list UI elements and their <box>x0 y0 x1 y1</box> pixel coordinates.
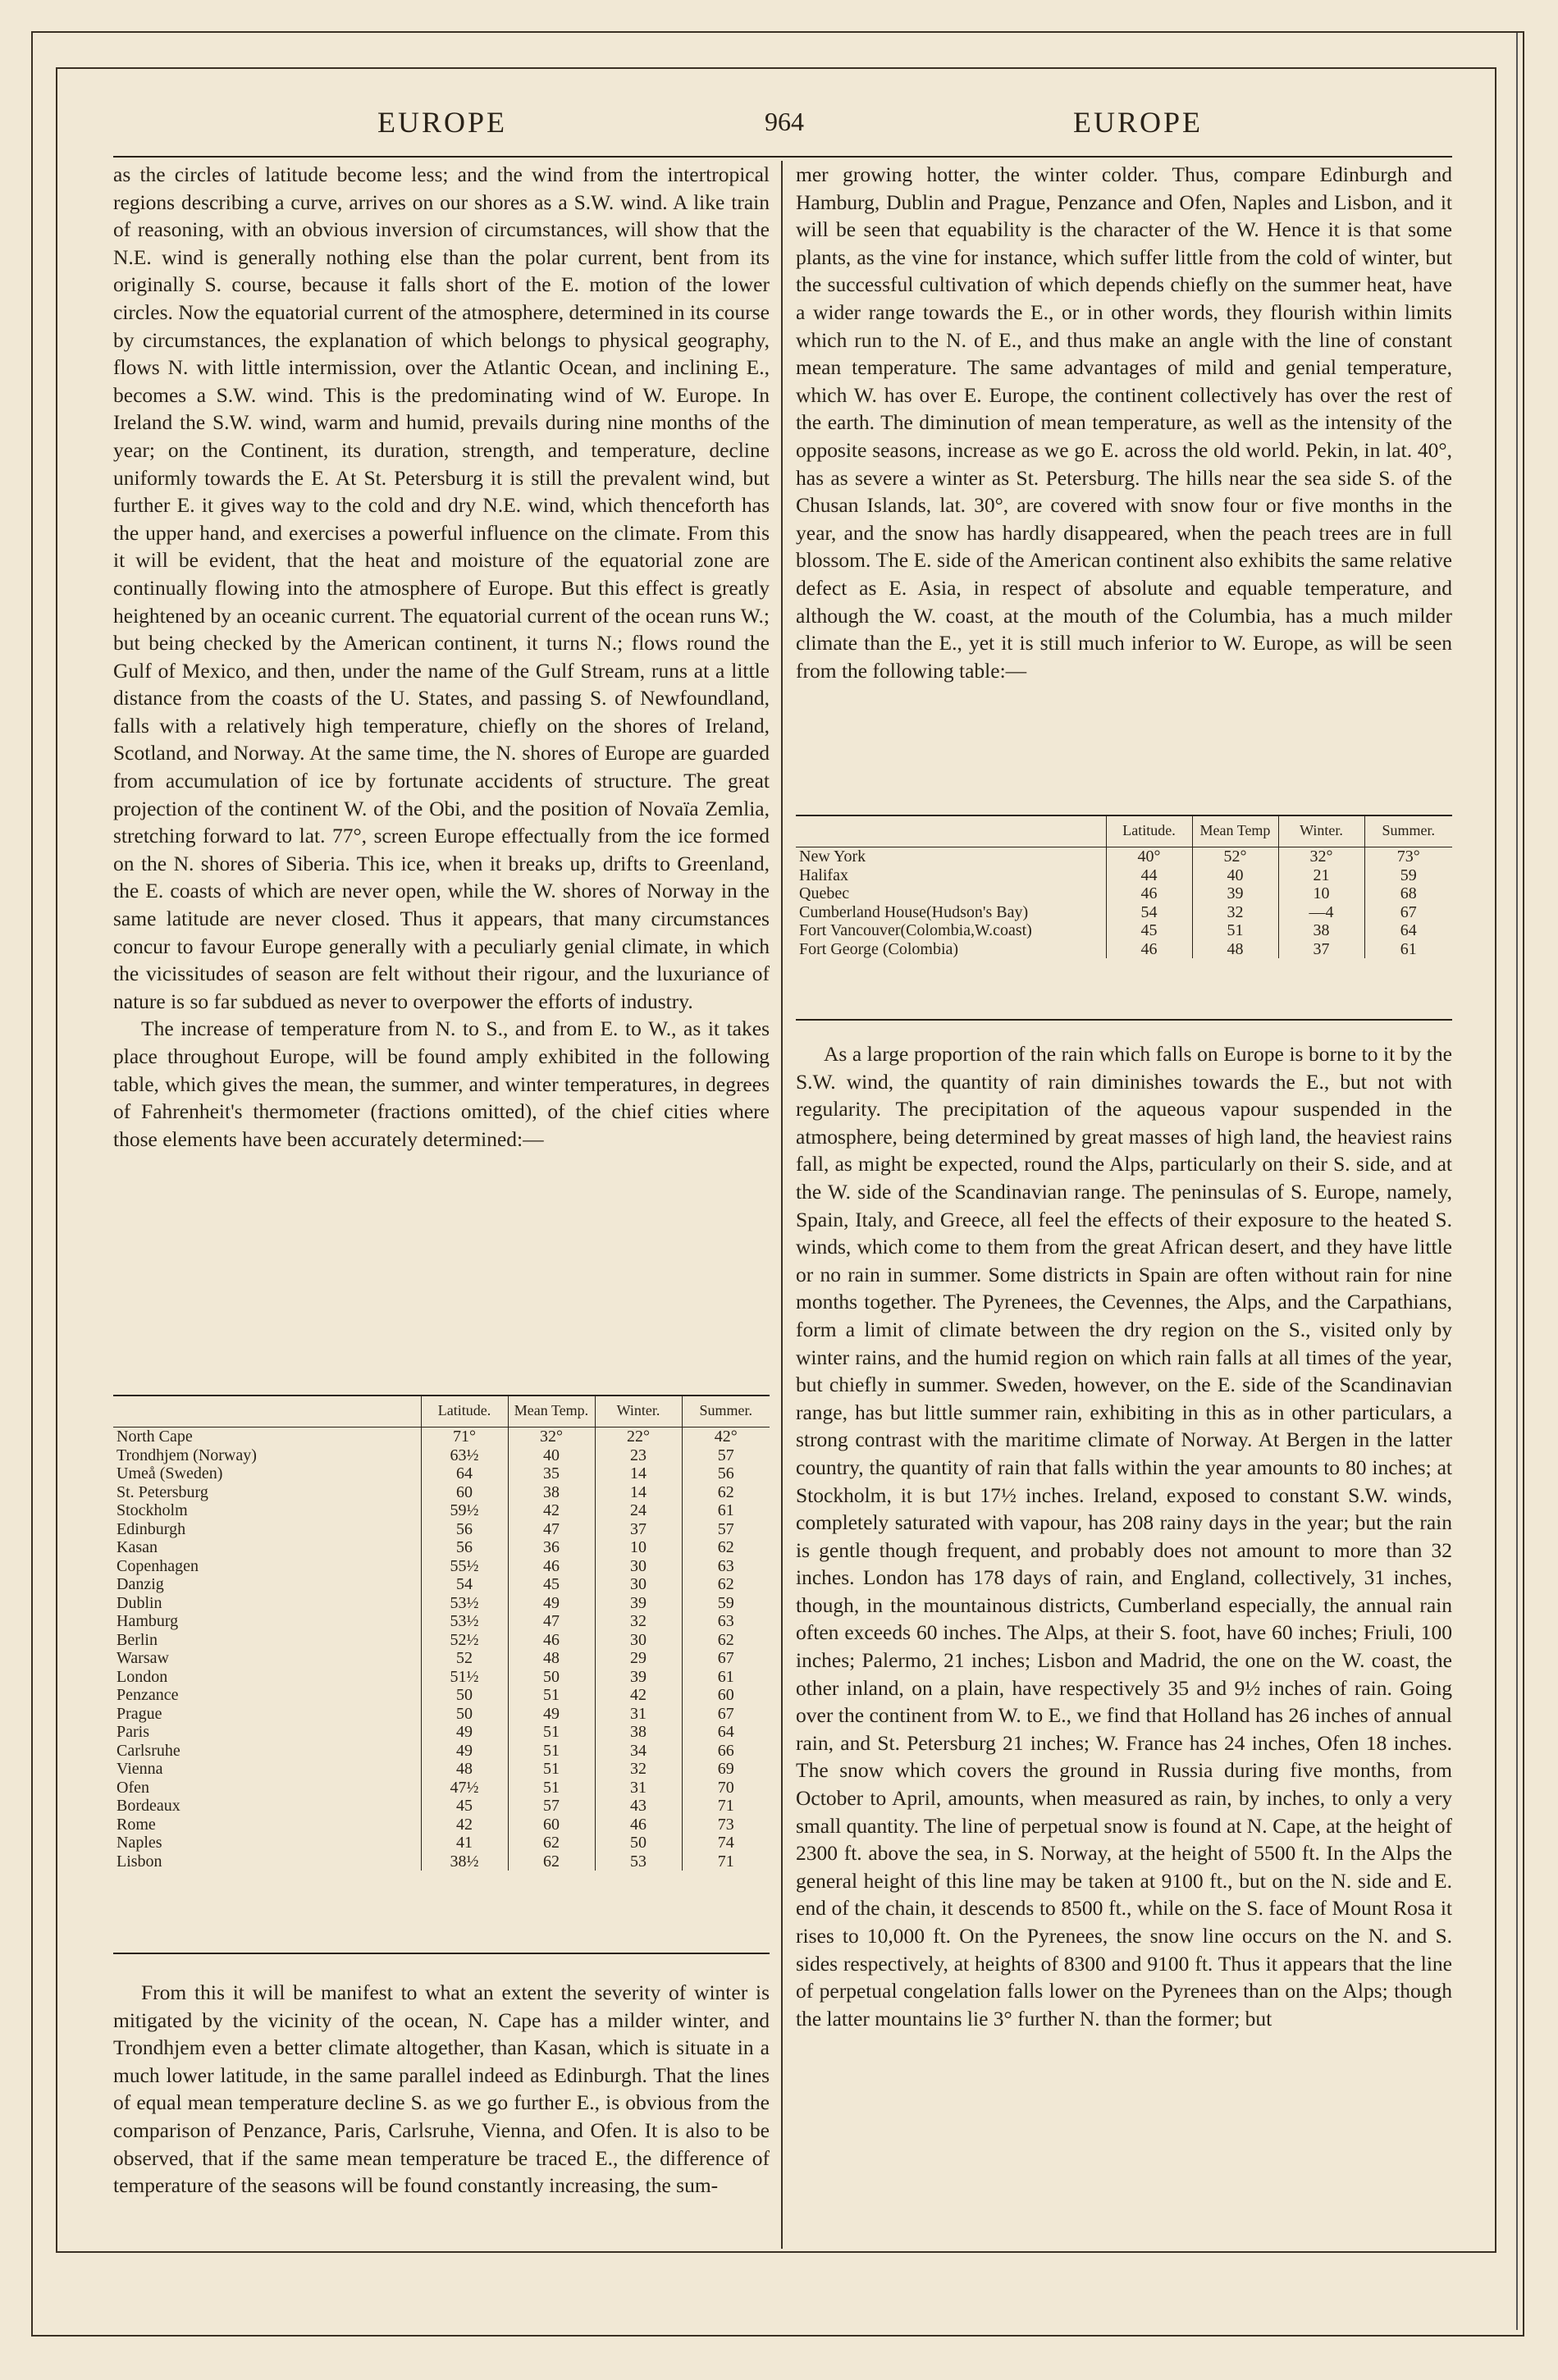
table-row <box>796 903 1452 922</box>
value-cell: 61 <box>682 1668 770 1687</box>
value-cell: 61 <box>1364 940 1452 959</box>
table-row <box>113 1668 770 1687</box>
value-cell: 22° <box>595 1428 682 1446</box>
value-cell: 52½ <box>421 1631 508 1650</box>
value-cell: 29 <box>595 1649 682 1668</box>
value-cell: 51 <box>508 1779 595 1798</box>
value-cell: 46 <box>1106 940 1192 959</box>
city-column-header <box>113 1395 421 1428</box>
city-name-cell: Vienna <box>117 1760 163 1778</box>
column-header: Mean Temp. <box>508 1395 595 1428</box>
header-left-title: EUROPE <box>377 106 508 139</box>
value-cell: 39 <box>1192 884 1278 903</box>
value-cell: 40° <box>1106 847 1192 866</box>
table-row <box>796 866 1452 885</box>
city-name-cell: Berlin <box>117 1630 158 1649</box>
value-cell: 42 <box>595 1686 682 1705</box>
value-cell: 54 <box>421 1575 508 1594</box>
table-row <box>113 1686 770 1705</box>
value-cell: 10 <box>1278 884 1364 903</box>
value-cell: 23 <box>595 1446 682 1465</box>
table-row <box>113 1779 770 1798</box>
value-cell: 32 <box>595 1612 682 1631</box>
value-cell: 32 <box>1192 903 1278 922</box>
value-cell: 62 <box>508 1834 595 1852</box>
city-name-cell: Halifax <box>799 866 848 884</box>
city-name-cell: Edinburgh <box>117 1519 186 1538</box>
table-row <box>113 1797 770 1816</box>
value-cell: 53½ <box>421 1594 508 1613</box>
paragraph: The increase of temperature from N. to S., and from E. to W., as it takes place throughout Europe, will be found amply exhibited in the following table, which gives the mean, the summer, and winter temperatures, in degrees of Fahrenheit's thermometer (fractions omitted), of the chief cities where those elements have been accurately determined:— <box>113 1016 770 1151</box>
left-column-continued <box>113 1979 770 2200</box>
city-name-cell: Kasan <box>117 1538 158 1556</box>
value-cell: 37 <box>1278 940 1364 959</box>
right-column-continued <box>796 1040 1452 2032</box>
value-cell: 59 <box>1364 866 1452 885</box>
binding-edge-line <box>1516 33 1518 2330</box>
value-cell: 38 <box>1278 921 1364 940</box>
value-cell: 30 <box>595 1575 682 1594</box>
value-cell: 40 <box>508 1446 595 1465</box>
table-row <box>113 1612 770 1631</box>
value-cell: 14 <box>595 1464 682 1483</box>
table-row <box>113 1575 770 1594</box>
value-cell: 63 <box>682 1612 770 1631</box>
value-cell: 57 <box>508 1797 595 1816</box>
table-row <box>113 1723 770 1742</box>
value-cell: 45 <box>508 1575 595 1594</box>
city-name-cell: Ofen <box>117 1778 149 1797</box>
value-cell: 44 <box>1106 866 1192 885</box>
europe-table-body <box>113 1428 770 1871</box>
table-row <box>796 921 1452 940</box>
value-cell: 73° <box>1364 847 1452 866</box>
paragraph: As a large proportion of the rain which falls on Europe is borne to it by the S.W. wind, the quantity of rain diminishes towards the E., but not with regularity. The precipitation of the aqueous vapour suspended in the atmosphere, being determined by great masses of high land, the heaviest rains fall, as might be expected, round the Alps, particularly on their S. side, and at the W. side of the Scandinavian range. The peninsulas of S. Europe, namely, Spain, Italy, and Greece, all feel the effects of their exposure to the heated S. winds, which come to them from the great African desert, and they have little or no rain in summer. Some districts in Spain are often without rain for nine months together. The Pyrenees, the Cevennes, the Alps, and the Carpathians, form a limit of climate between the dry region on the S., visited only by winter rains, and the humid region on which rain falls at all times of the year, but chiefly in summer. Sweden, however, on the E. side of the Scandinavian range, has but little summer rain, exhibiting in this as in other particulars, a strong contrast with the maritime climate of Norway. At Bergen in the latter country, the quantity of rain that falls within the year amounts to 80 inches; at Stockholm, it is but 17½ inches. Ireland, exposed to constant S.W. winds, completely saturated with vapour, has 208 rainy days in the year; but the rain is gentle though frequent, and probably does not amount to more than 32 inches. London has 178 days of rain, and England, collectively, 31 inches, though, in the mountainous districts, Cumberland especially, the annual rain often exceeds 60 inches. The Alps, at their S. foot, have 60 inches; Friuli, 100 inches; Palermo, 21 inches; Lisbon and Madrid, the one on the W. coast, the other inland, on a plain, have respectively 35 and 9½ inches of rain. Going over the continent from W. to E., we find that Holland has 26 inches of annual rain, and St. Petersburg 21 inches; W. France has 24 inches, Ofen 18 inches. The snow which covers the ground in Russia during five months, from October to April, amounts, when measured as rain, by inches, to only a very small quantity. The line of perpetual snow is found at N. Cape, at the height of 2300 ft. above the sea, in S. Norway, at the height of 5500 ft. In the Alps the general height of this line may be taken at 9100 ft., but on the N. side and E. end of the chain, it descends to 8500 ft., while on the S. face of Mount Rosa it rises to 10,000 ft. On the Pyrenees, the snow line occurs on the N. and S. sides respectively, at heights of 8300 and 9100 ft. Thus it appears that the line of perpetual congelation falls lower on the Pyrenees than on the Alps; though the latter mountains lie 3° further N. than the former; but <box>796 1042 1452 2031</box>
value-cell: 56 <box>682 1464 770 1483</box>
table-row <box>796 940 1452 959</box>
value-cell: 49 <box>421 1723 508 1742</box>
value-cell: 41 <box>421 1834 508 1852</box>
value-cell: 67 <box>1364 903 1452 922</box>
value-cell: 57 <box>682 1520 770 1539</box>
column-header: Latitude. <box>1106 815 1192 847</box>
value-cell: 56 <box>421 1538 508 1557</box>
right-column <box>796 161 1452 684</box>
running-header <box>74 105 1485 154</box>
value-cell: 43 <box>595 1797 682 1816</box>
table-bottom-rule <box>113 1953 770 1954</box>
value-cell: 55½ <box>421 1557 508 1576</box>
city-column-header <box>796 815 1106 847</box>
table-row <box>113 1742 770 1761</box>
value-cell: 36 <box>508 1538 595 1557</box>
value-cell: 31 <box>595 1705 682 1724</box>
value-cell: 24 <box>595 1501 682 1520</box>
value-cell: 66 <box>682 1742 770 1761</box>
city-name-cell: Quebec <box>799 884 850 902</box>
value-cell: 51 <box>508 1742 595 1761</box>
value-cell: 53 <box>595 1852 682 1871</box>
value-cell: 62 <box>682 1631 770 1650</box>
value-cell: 49 <box>508 1705 595 1724</box>
table-row <box>113 1852 770 1871</box>
table-row <box>113 1428 770 1446</box>
value-cell: 30 <box>595 1631 682 1650</box>
city-name-cell: Warsaw <box>117 1649 169 1667</box>
city-name-cell: Carlsruhe <box>117 1741 180 1760</box>
value-cell: 51 <box>508 1723 595 1742</box>
table-row <box>113 1557 770 1576</box>
value-cell: 56 <box>421 1520 508 1539</box>
city-name-cell: Lisbon <box>117 1852 162 1871</box>
table-row <box>113 1834 770 1852</box>
value-cell: 62 <box>682 1538 770 1557</box>
city-name-cell: Cumberland House(Hudson's Bay) <box>799 902 1029 921</box>
value-cell: 70 <box>682 1779 770 1798</box>
value-cell: —4 <box>1278 903 1364 922</box>
column-header: Summer. <box>1364 815 1452 847</box>
value-cell: 62 <box>508 1852 595 1871</box>
value-cell: 34 <box>595 1742 682 1761</box>
city-name-cell: Trondhjem (Norway) <box>117 1446 257 1464</box>
table-row <box>113 1520 770 1539</box>
table-row <box>113 1760 770 1779</box>
value-cell: 32° <box>508 1428 595 1446</box>
value-cell: 64 <box>1364 921 1452 940</box>
value-cell: 48 <box>1192 940 1278 959</box>
value-cell: 42 <box>421 1816 508 1834</box>
value-cell: 54 <box>1106 903 1192 922</box>
value-cell: 62 <box>682 1483 770 1502</box>
europe-temperature-table <box>113 1395 770 1871</box>
city-name-cell: Paris <box>117 1723 149 1741</box>
value-cell: 35 <box>508 1464 595 1483</box>
value-cell: 64 <box>682 1723 770 1742</box>
value-cell: 51 <box>508 1686 595 1705</box>
value-cell: 49 <box>421 1742 508 1761</box>
table-row <box>113 1464 770 1483</box>
city-name-cell: Hamburg <box>117 1612 179 1630</box>
value-cell: 46 <box>508 1557 595 1576</box>
value-cell: 47½ <box>421 1779 508 1798</box>
value-cell: 50 <box>595 1834 682 1852</box>
value-cell: 74 <box>682 1834 770 1852</box>
city-name-cell: New York <box>799 847 866 866</box>
header-rule <box>113 156 1452 158</box>
value-cell: 67 <box>682 1649 770 1668</box>
value-cell: 51 <box>1192 921 1278 940</box>
table-row <box>113 1483 770 1502</box>
value-cell: 38 <box>508 1483 595 1502</box>
value-cell: 60 <box>508 1816 595 1834</box>
value-cell: 48 <box>421 1760 508 1779</box>
city-name-cell: Danzig <box>117 1575 164 1593</box>
column-header: Summer. <box>682 1395 770 1428</box>
value-cell: 59½ <box>421 1501 508 1520</box>
value-cell: 69 <box>682 1760 770 1779</box>
value-cell: 38 <box>595 1723 682 1742</box>
city-name-cell: North Cape <box>117 1428 193 1446</box>
table-row <box>113 1816 770 1834</box>
header-right-title: EUROPE <box>1073 106 1204 139</box>
value-cell: 73 <box>682 1816 770 1834</box>
city-name-cell: Rome <box>117 1815 156 1834</box>
paragraph: mer growing hotter, the winter colder. Thus, compare Edinburgh and Hamburg, Dublin and Prague, Penzance and Ofen, Naples and Lisbon, and it will be seen that equability is the character of the W. Hence it is that some plants, as the vine for instance, which suffer little from the cold of winter, but the successful cultivation of which depends chiefly on the summer heat, have a wider range towards the E., or in other words, they flourish within limits which run to the N. of E., and thus make an angle with the line of constant mean temperature. The same advantages of mild and genial temperature, which W. has over E. Europe, the continent collectively has over the rest of the earth. The diminution of mean temperature, as well as the intensity of the opposite seasons, increase as we go E. across the old world. Pekin, in lat. 40°, has as severe a winter as St. Petersburg. The hills near the sea side S. of the Chusan Islands, lat. 30°, are covered with snow four or five months in the year, and the snow has hardly disappeared, when the peach trees are in full blossom. The E. side of the American continent also exhibits the same relative defect as E. Asia, in respect of absolute and equable temperature, and although the W. coast, at the mouth of the Columbia, has a much milder climate than the E., yet it is still much inferior to W. Europe, as will be seen from the following table:— <box>796 162 1452 683</box>
value-cell: 32° <box>1278 847 1364 866</box>
america-temperature-table <box>796 815 1452 958</box>
value-cell: 10 <box>595 1538 682 1557</box>
column-divider <box>781 161 783 2249</box>
column-header: Winter. <box>595 1395 682 1428</box>
city-name-cell: St. Petersburg <box>117 1482 208 1501</box>
value-cell: 64 <box>421 1464 508 1483</box>
table-row <box>113 1649 770 1668</box>
value-cell: 38½ <box>421 1852 508 1871</box>
paragraph: as the circles of latitude become less; and the wind from the intertropical regions describing a curve, arrives on our shores as a S.W. wind. A like train of reasoning, with an obvious inversion of circumstances, will show that the N.E. wind is generally nothing else than the polar current, bent from its originally S. course, because it falls short of the E. motion of the lower circles. Now the equatorial current of the atmosphere, determined in its course by circumstances, the explanation of which belongs to physical geography, flows N. with little intermission, over the Atlantic Ocean, and inclining E., becomes a S.W. wind. This is the predominating wind of W. Europe. In Ireland the S.W. wind, warm and humid, prevails during nine months of the year; on the Continent, its duration, strength, and temperature, decline uniformly towards the E. At St. Petersburg it is still the prevalent wind, but further E. it gives way to the cold and dry N.E. wind, which thenceforth has the upper hand, and exercises a powerful influence on the climate. From this it will be evident, that the heat and moisture of the equatorial zone are continually flowing into the atmosphere of Europe. But this effect is greatly heightened by an oceanic current. The equatorial current of the ocean runs W.; but being checked by the American continent, it turns N.; flows round the Gulf of Mexico, and then, under the name of the Gulf Stream, runs at a little distance from the coasts of the U. States, and passing S. of Newfoundland, falls with a relatively high temperature, chiefly on the shores of Ireland, Scotland, and Norway. At the same time, the N. shores of Europe are guarded from accumulation of ice by fortunate accidents of structure. The great projection of the continent W. of the Obi, and the position of Novaïa Zemlia, stretching forward to lat. 77°, screen Europe effectually from the ice formed on the N. shores of Siberia. This ice, when it breaks up, drifts to Greenland, the E. coasts of which are never open, while the W. shores of Norway in the same latitude are never closed. Thus it appears, that many circumstances concur to favour Europe generally with a peculiarly genial climate, in which the vicissitudes of season are felt without their rigour, and the luxuriance of nature is so far subdued as never to overpower the efforts of industry. <box>113 162 770 1013</box>
paragraph: From this it will be manifest to what an extent the severity of winter is mitigated by the vicinity of the ocean, N. Cape has a milder winter, and Trondhjem even a better climate altogether, than Kasan, which is situate in a much lower latitude, in the same parallel indeed as Edinburgh. That the lines of equal mean temperature decline S. as we go further E., is obvious from the comparison of Penzance, Paris, Carlsruhe, Vienna, and Ofen. It is also to be observed, that if the same mean temperature be traced E., the difference of temperature of the seasons will be found constantly increasing, the sum- <box>113 1980 770 2198</box>
value-cell: 21 <box>1278 866 1364 885</box>
value-cell: 53½ <box>421 1612 508 1631</box>
table-row <box>113 1538 770 1557</box>
city-name-cell: Penzance <box>117 1686 179 1704</box>
value-cell: 46 <box>508 1631 595 1650</box>
value-cell: 60 <box>682 1686 770 1705</box>
value-cell: 63 <box>682 1557 770 1576</box>
city-name-cell: Prague <box>117 1704 162 1723</box>
table-row <box>113 1446 770 1465</box>
page-number: 964 <box>765 107 804 136</box>
value-cell: 71 <box>682 1852 770 1871</box>
value-cell: 50 <box>421 1705 508 1724</box>
value-cell: 45 <box>1106 921 1192 940</box>
city-name-cell: Naples <box>117 1834 162 1852</box>
value-cell: 40 <box>1192 866 1278 885</box>
city-name-cell: Fort Vancouver(Colombia,W.coast) <box>799 921 1032 939</box>
america-table-body <box>796 847 1452 959</box>
value-cell: 45 <box>421 1797 508 1816</box>
column-header: Winter. <box>1278 815 1364 847</box>
column-header: Mean Temp <box>1192 815 1278 847</box>
value-cell: 50 <box>508 1668 595 1687</box>
value-cell: 42° <box>682 1428 770 1446</box>
city-name-cell: Copenhagen <box>117 1556 199 1575</box>
value-cell: 42 <box>508 1501 595 1520</box>
value-cell: 63½ <box>421 1446 508 1465</box>
value-cell: 52 <box>421 1649 508 1668</box>
value-cell: 51½ <box>421 1668 508 1687</box>
value-cell: 39 <box>595 1668 682 1687</box>
value-cell: 68 <box>1364 884 1452 903</box>
city-name-cell: Fort George (Colombia) <box>799 939 959 958</box>
value-cell: 71 <box>682 1797 770 1816</box>
value-cell: 71° <box>421 1428 508 1446</box>
column-header: Latitude. <box>421 1395 508 1428</box>
value-cell: 32 <box>595 1760 682 1779</box>
table-row <box>113 1631 770 1650</box>
value-cell: 67 <box>682 1705 770 1724</box>
table-row <box>113 1705 770 1724</box>
city-name-cell: Stockholm <box>117 1501 188 1519</box>
value-cell: 31 <box>595 1779 682 1798</box>
value-cell: 46 <box>595 1816 682 1834</box>
value-cell: 52° <box>1192 847 1278 866</box>
value-cell: 48 <box>508 1649 595 1668</box>
value-cell: 59 <box>682 1594 770 1613</box>
value-cell: 51 <box>508 1760 595 1779</box>
city-name-cell: Dublin <box>117 1593 162 1612</box>
value-cell: 49 <box>508 1594 595 1613</box>
table-row <box>796 847 1452 866</box>
value-cell: 46 <box>1106 884 1192 903</box>
table-row <box>113 1501 770 1520</box>
value-cell: 47 <box>508 1520 595 1539</box>
value-cell: 50 <box>421 1686 508 1705</box>
city-name-cell: London <box>117 1667 168 1686</box>
table-row <box>796 884 1452 903</box>
value-cell: 39 <box>595 1594 682 1613</box>
value-cell: 57 <box>682 1446 770 1465</box>
value-cell: 37 <box>595 1520 682 1539</box>
city-name-cell: Bordeaux <box>117 1797 180 1815</box>
value-cell: 61 <box>682 1501 770 1520</box>
table-row <box>113 1594 770 1613</box>
value-cell: 30 <box>595 1557 682 1576</box>
value-cell: 62 <box>682 1575 770 1594</box>
value-cell: 60 <box>421 1483 508 1502</box>
value-cell: 47 <box>508 1612 595 1631</box>
table-bottom-rule <box>796 1019 1452 1021</box>
value-cell: 14 <box>595 1483 682 1502</box>
left-column <box>113 161 770 1153</box>
city-name-cell: Umeå (Sweden) <box>117 1464 223 1482</box>
